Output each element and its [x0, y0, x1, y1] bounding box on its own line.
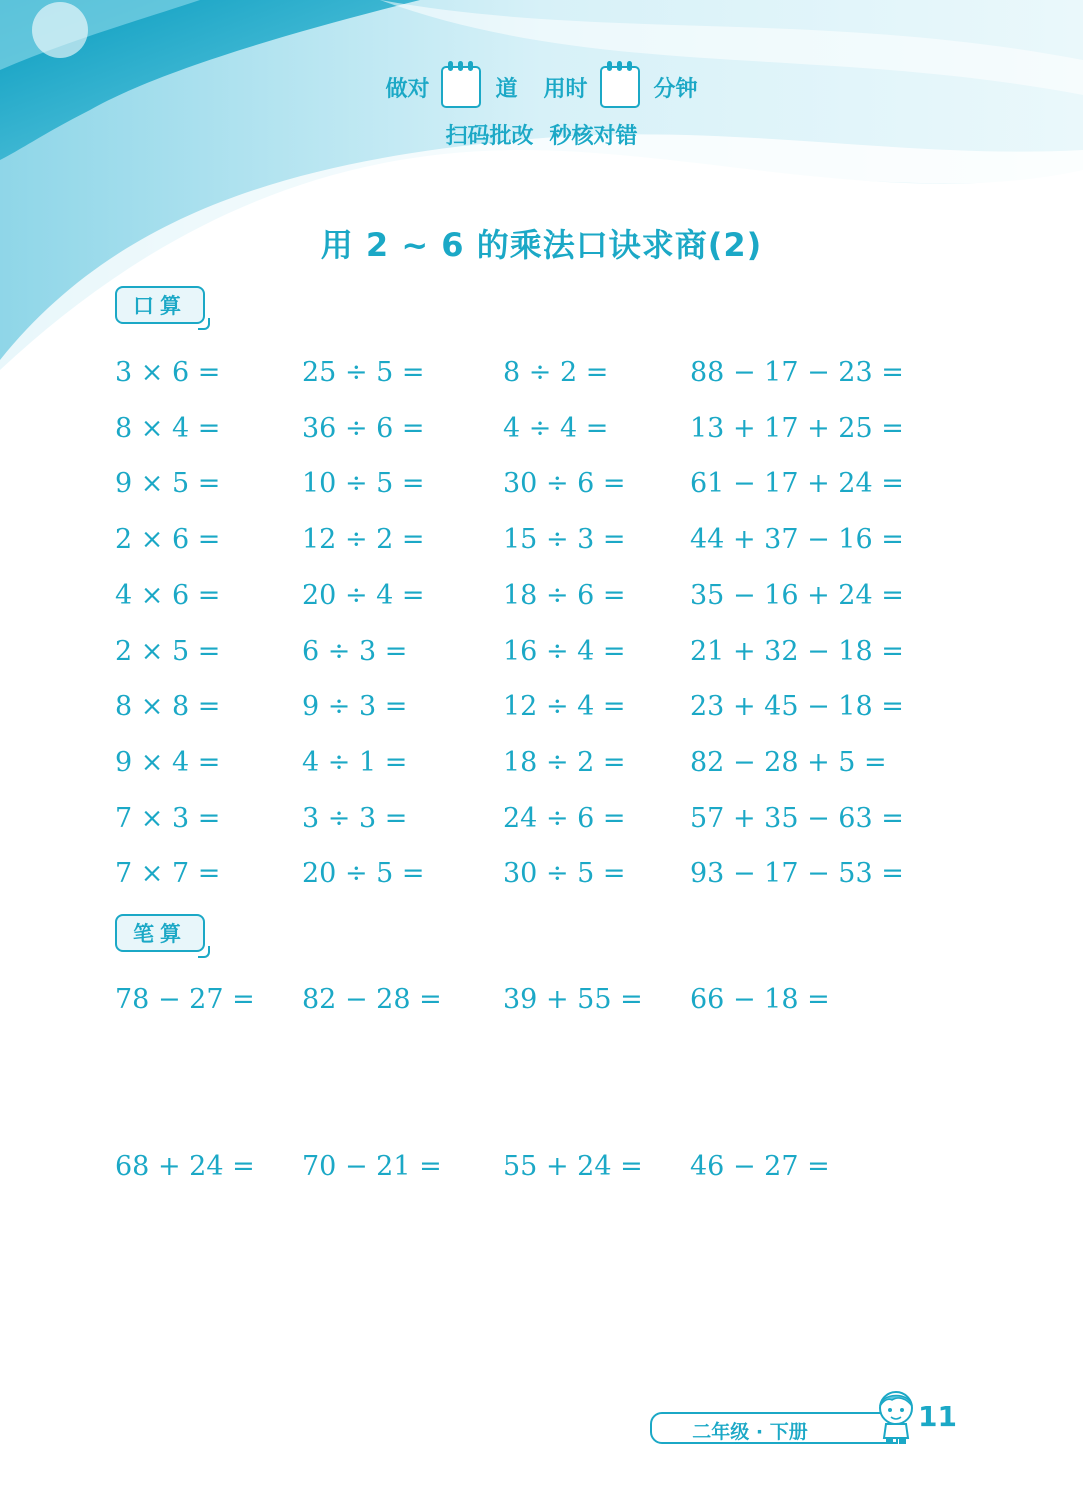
oral-problem: 4 ÷ 4 =: [503, 412, 609, 444]
oral-problem: 9 × 4 =: [115, 746, 221, 778]
oral-section-tag: 口算: [115, 286, 205, 324]
oral-problem: 21 + 32 − 18 =: [690, 635, 904, 667]
boy-mascot-icon: [872, 1386, 920, 1446]
oral-problem: 16 ÷ 4 =: [503, 635, 626, 667]
oral-problem: 20 ÷ 5 =: [302, 858, 425, 890]
oral-problem: 3 ÷ 3 =: [302, 802, 408, 834]
oral-problem: 4 × 6 =: [115, 579, 221, 611]
oral-problem: 30 ÷ 5 =: [503, 858, 626, 890]
written-problem: 55 + 24 =: [503, 1151, 643, 1182]
written-problem: 39 + 55 =: [503, 984, 643, 1015]
time-box[interactable]: [600, 66, 640, 108]
oral-problem: 61 − 17 + 24 =: [690, 468, 904, 500]
written-problem: 46 − 27 =: [690, 1151, 830, 1182]
ring-icon: [448, 61, 453, 71]
ring-icon: [458, 61, 463, 71]
oral-problem: 8 × 4 =: [115, 412, 221, 444]
time-unit: 分钟: [653, 76, 698, 102]
written-problem: 68 + 24 =: [115, 1151, 255, 1182]
oral-problem: 30 ÷ 6 =: [503, 468, 626, 500]
oral-problem: 3 × 6 =: [115, 357, 221, 388]
done-label: 做对: [385, 76, 430, 102]
oral-problem: 57 + 35 − 63 =: [690, 802, 904, 834]
ring-icon: [607, 61, 612, 71]
oral-problem: 25 ÷ 5 =: [302, 357, 425, 388]
written-problem: 82 − 28 =: [302, 984, 442, 1015]
written-section-tag: 笔算: [115, 914, 205, 952]
written-problem: 70 − 21 =: [302, 1151, 442, 1182]
oral-problem: 12 ÷ 4 =: [503, 691, 626, 723]
oral-problem: 8 × 8 =: [115, 691, 221, 723]
oral-problem: 12 ÷ 2 =: [302, 524, 425, 556]
oral-problem: 88 − 17 − 23 =: [690, 357, 904, 388]
oral-problem: 10 ÷ 5 =: [302, 468, 425, 500]
oral-problem: 6 ÷ 3 =: [302, 635, 408, 667]
done-count-box[interactable]: [441, 66, 481, 108]
page-title: 用 2 ~ 6 的乘法口诀求商(2): [320, 226, 763, 264]
book-label: 二年级 · 下册: [692, 1421, 808, 1443]
oral-problem: 18 ÷ 2 =: [503, 746, 626, 778]
oral-problem: 23 + 45 − 18 =: [690, 691, 904, 723]
oral-problem: 7 × 3 =: [115, 802, 221, 834]
oral-problem: 20 ÷ 4 =: [302, 579, 425, 611]
done-unit: 道: [495, 76, 518, 102]
check-text: 秒核对错: [549, 123, 638, 149]
scan-line: [0, 118, 1083, 150]
oral-problem: 9 × 5 =: [115, 468, 221, 500]
ring-icon: [617, 61, 622, 71]
oral-problem: 24 ÷ 6 =: [503, 802, 626, 834]
oral-problem: 93 − 17 − 53 =: [690, 858, 904, 890]
ring-icon: [468, 61, 473, 71]
oral-problem: 18 ÷ 6 =: [503, 579, 626, 611]
oral-problem: 8 ÷ 2 =: [503, 357, 609, 388]
oral-problem: 13 + 17 + 25 =: [690, 412, 904, 444]
oral-problem: 15 ÷ 3 =: [503, 524, 626, 556]
page-number: 11: [918, 1400, 957, 1433]
oral-problem: 35 − 16 + 24 =: [690, 579, 904, 611]
ring-icon: [627, 61, 632, 71]
oral-problem: 7 × 7 =: [115, 858, 221, 890]
scan-text: 扫码批改: [445, 123, 534, 149]
oral-problem: 2 × 6 =: [115, 524, 221, 556]
oral-problem: 9 ÷ 3 =: [302, 691, 408, 723]
oral-problem: 44 + 37 − 16 =: [690, 524, 904, 556]
oral-problem: 4 ÷ 1 =: [302, 746, 408, 778]
oral-problem: 2 × 5 =: [115, 635, 221, 667]
score-line: [0, 62, 1083, 112]
written-problem: 66 − 18 =: [690, 984, 830, 1015]
oral-problem: 36 ÷ 6 =: [302, 412, 425, 444]
written-problem: 78 − 27 =: [115, 984, 255, 1015]
time-label: 用时: [543, 76, 588, 102]
oral-problem: 82 − 28 + 5 =: [690, 746, 887, 778]
